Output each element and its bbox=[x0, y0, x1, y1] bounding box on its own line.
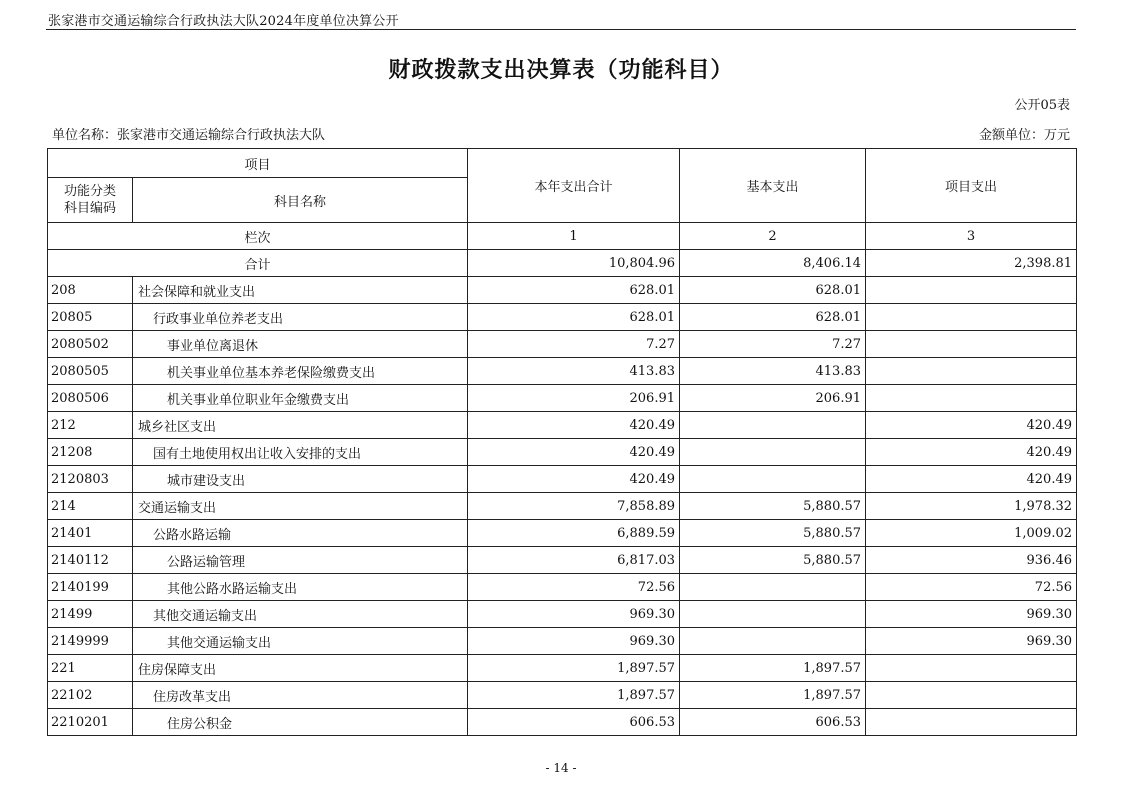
func-code-header: 功能分类 科目编码 bbox=[48, 178, 133, 223]
table-row bbox=[48, 277, 1077, 304]
row-basic bbox=[680, 466, 866, 493]
row-subject-name: 其他公路水路运输支出 bbox=[133, 574, 468, 601]
row-basic bbox=[680, 412, 866, 439]
row-project: 420.49 bbox=[866, 439, 1077, 466]
row-total: 969.30 bbox=[468, 628, 680, 655]
row-project: 420.49 bbox=[866, 412, 1077, 439]
row-code: 2120803 bbox=[48, 466, 133, 493]
row-total: 628.01 bbox=[468, 277, 680, 304]
table-row bbox=[48, 655, 1077, 682]
table-row bbox=[48, 574, 1077, 601]
row-basic: 206.91 bbox=[680, 385, 866, 412]
row-code: 2080505 bbox=[48, 358, 133, 385]
row-basic: 628.01 bbox=[680, 277, 866, 304]
row-subject-name: 行政事业单位养老支出 bbox=[133, 304, 468, 331]
row-basic: 1,897.57 bbox=[680, 655, 866, 682]
row-code: 221 bbox=[48, 655, 133, 682]
row-project: 1,978.32 bbox=[866, 493, 1077, 520]
row-project bbox=[866, 655, 1077, 682]
row-subject-name: 机关事业单位职业年金缴费支出 bbox=[133, 385, 468, 412]
row-code: 208 bbox=[48, 277, 133, 304]
row-total: 420.49 bbox=[468, 466, 680, 493]
header-rule bbox=[46, 29, 1076, 30]
row-project: 1,009.02 bbox=[866, 520, 1077, 547]
row-basic: 606.53 bbox=[680, 709, 866, 736]
row-total: 1,897.57 bbox=[468, 655, 680, 682]
basic-header: 基本支出 bbox=[680, 149, 866, 223]
header-row-1 bbox=[48, 149, 1077, 178]
row-total: 413.83 bbox=[468, 358, 680, 385]
row-total: 7,858.89 bbox=[468, 493, 680, 520]
column-index-2: 2 bbox=[680, 223, 866, 250]
row-total: 7.27 bbox=[468, 331, 680, 358]
row-total: 206.91 bbox=[468, 385, 680, 412]
row-total: 606.53 bbox=[468, 709, 680, 736]
row-project bbox=[866, 385, 1077, 412]
row-subject-name: 其他交通运输支出 bbox=[133, 601, 468, 628]
row-code: 21499 bbox=[48, 601, 133, 628]
row-code: 214 bbox=[48, 493, 133, 520]
row-total: 1,897.57 bbox=[468, 682, 680, 709]
row-total: 72.56 bbox=[468, 574, 680, 601]
row-subject-name: 住房改革支出 bbox=[133, 682, 468, 709]
table-row bbox=[48, 547, 1077, 574]
row-total: 6,817.03 bbox=[468, 547, 680, 574]
row-subject-name: 住房保障支出 bbox=[133, 655, 468, 682]
row-subject-name: 住房公积金 bbox=[133, 709, 468, 736]
row-subject-name: 交通运输支出 bbox=[133, 493, 468, 520]
total-header: 本年支出合计 bbox=[468, 149, 680, 223]
row-code: 2080502 bbox=[48, 331, 133, 358]
row-subject-name: 其他交通运输支出 bbox=[133, 628, 468, 655]
table-number: 公开05表 bbox=[1014, 98, 1070, 113]
row-basic: 5,880.57 bbox=[680, 547, 866, 574]
column-index-label: 栏次 bbox=[48, 223, 468, 250]
row-code: 2140199 bbox=[48, 574, 133, 601]
row-basic: 5,880.57 bbox=[680, 493, 866, 520]
row-total: 628.01 bbox=[468, 304, 680, 331]
table-row bbox=[48, 682, 1077, 709]
column-index-1: 1 bbox=[468, 223, 680, 250]
table-row bbox=[48, 439, 1077, 466]
row-total: 6,889.59 bbox=[468, 520, 680, 547]
row-subject-name: 城市建设支出 bbox=[133, 466, 468, 493]
table-row bbox=[48, 358, 1077, 385]
row-basic bbox=[680, 628, 866, 655]
row-project: 936.46 bbox=[866, 547, 1077, 574]
row-total: 969.30 bbox=[468, 601, 680, 628]
row-code: 212 bbox=[48, 412, 133, 439]
row-subject-name: 社会保障和就业支出 bbox=[133, 277, 468, 304]
unit-name: 单位名称：张家港市交通运输综合行政执法大队 bbox=[52, 128, 326, 143]
row-project bbox=[866, 331, 1077, 358]
row-subject-name: 公路水路运输 bbox=[133, 520, 468, 547]
summary-project: 2,398.81 bbox=[866, 250, 1077, 277]
subject-name-header: 科目名称 bbox=[133, 178, 468, 223]
column-index-3: 3 bbox=[866, 223, 1077, 250]
row-project bbox=[866, 358, 1077, 385]
row-subject-name: 机关事业单位基本养老保险缴费支出 bbox=[133, 358, 468, 385]
summary-row bbox=[48, 250, 1077, 277]
summary-label: 合计 bbox=[48, 250, 468, 277]
table-row bbox=[48, 304, 1077, 331]
row-subject-name: 城乡社区支出 bbox=[133, 412, 468, 439]
table-row bbox=[48, 601, 1077, 628]
project-header: 项目 bbox=[48, 149, 468, 178]
running-header: 张家港市交通运输综合行政执法大队2024年度单位决算公开 bbox=[48, 14, 399, 29]
row-total: 420.49 bbox=[468, 439, 680, 466]
row-subject-name: 事业单位离退休 bbox=[133, 331, 468, 358]
row-basic: 628.01 bbox=[680, 304, 866, 331]
column-index-row bbox=[48, 223, 1077, 250]
expenditure-table bbox=[47, 148, 1077, 736]
row-code: 2140112 bbox=[48, 547, 133, 574]
page-number: - 14 - bbox=[545, 761, 577, 775]
row-code: 2149999 bbox=[48, 628, 133, 655]
row-basic bbox=[680, 601, 866, 628]
row-project: 72.56 bbox=[866, 574, 1077, 601]
row-project bbox=[866, 682, 1077, 709]
row-subject-name: 公路运输管理 bbox=[133, 547, 468, 574]
row-code: 2210201 bbox=[48, 709, 133, 736]
table-row bbox=[48, 493, 1077, 520]
page-title: 财政拨款支出决算表（功能科目） bbox=[388, 57, 734, 83]
table-row bbox=[48, 709, 1077, 736]
table-row bbox=[48, 520, 1077, 547]
row-project: 420.49 bbox=[866, 466, 1077, 493]
summary-basic: 8,406.14 bbox=[680, 250, 866, 277]
row-project: 969.30 bbox=[866, 601, 1077, 628]
table-row bbox=[48, 412, 1077, 439]
summary-total: 10,804.96 bbox=[468, 250, 680, 277]
table-row bbox=[48, 331, 1077, 358]
row-project bbox=[866, 277, 1077, 304]
row-basic bbox=[680, 439, 866, 466]
table-row bbox=[48, 385, 1077, 412]
row-basic: 1,897.57 bbox=[680, 682, 866, 709]
row-code: 21208 bbox=[48, 439, 133, 466]
amount-unit: 金额单位：万元 bbox=[978, 128, 1070, 143]
row-total: 420.49 bbox=[468, 412, 680, 439]
row-code: 2080506 bbox=[48, 385, 133, 412]
row-subject-name: 国有土地使用权出让收入安排的支出 bbox=[133, 439, 468, 466]
row-basic bbox=[680, 574, 866, 601]
row-code: 21401 bbox=[48, 520, 133, 547]
row-project bbox=[866, 709, 1077, 736]
table-row bbox=[48, 466, 1077, 493]
table-row bbox=[48, 628, 1077, 655]
row-code: 20805 bbox=[48, 304, 133, 331]
row-basic: 413.83 bbox=[680, 358, 866, 385]
row-basic: 7.27 bbox=[680, 331, 866, 358]
row-project: 969.30 bbox=[866, 628, 1077, 655]
row-basic: 5,880.57 bbox=[680, 520, 866, 547]
row-code: 22102 bbox=[48, 682, 133, 709]
row-project bbox=[866, 304, 1077, 331]
project-exp-header: 项目支出 bbox=[866, 149, 1077, 223]
